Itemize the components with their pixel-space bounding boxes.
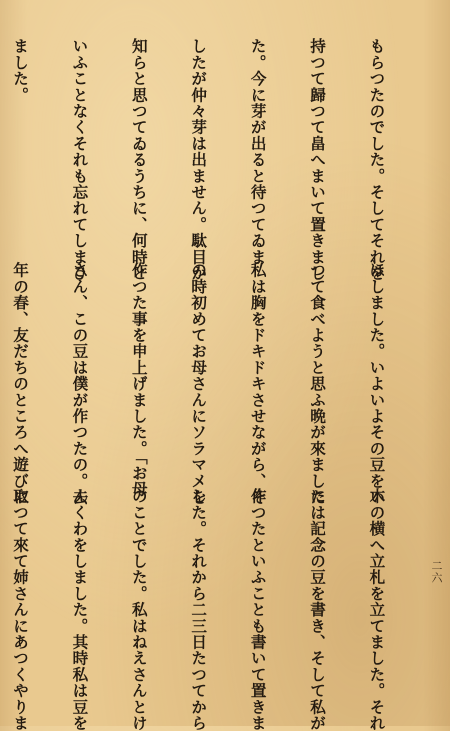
page-number: 二六: [430, 560, 443, 584]
text-line: 知らと思つてゐるうちに、何時と: [129, 38, 149, 281]
text-line: には記念の豆を書き、そして私が: [308, 488, 328, 731]
text-line: 年の春、友だちのところへ遊びに: [11, 262, 31, 505]
text-line: んくわをしました。其時私は豆を: [70, 488, 90, 731]
text-block-bottom: [11, 488, 426, 731]
text-line: 作つたといふことも書いて置きま: [248, 488, 268, 731]
text-line: 作つた事を申上げました。「お母: [129, 262, 149, 498]
text-line: 持つて歸つて畠へまいて置きまし: [308, 38, 328, 281]
text-line: さん、この豆は僕が作つたの。去: [70, 262, 90, 505]
text-line: ました。: [11, 38, 31, 103]
text-line: ほしました。いよいよその豆をい: [367, 262, 387, 505]
text-line: した。それから二三日たつてから: [189, 488, 209, 731]
text-line: 取つて來て姉さんにあつくやりま: [11, 488, 31, 731]
text-line: したが仲々芽は出ません。駄目か: [189, 38, 209, 281]
text-line: のことでした。私はねえさんとけ: [129, 488, 149, 731]
text-line: 木の横へ立札を立てました。それ: [367, 488, 387, 731]
text-line: もらつたのでした。そしてそれを: [367, 38, 387, 281]
text-line: 私は胸をドキドキさせながら、そ: [248, 262, 268, 505]
text-line: いふことなくそれも忘れてしまひ: [70, 38, 90, 281]
text-block-middle: [11, 262, 426, 505]
text-line: の時初めてお母さんにソラマメを: [189, 262, 209, 505]
text-line: つて食べようと思ふ晩が來ました: [308, 262, 328, 505]
text-block-top: [11, 38, 426, 290]
text-line: た。今に芽が出ると待つてゐま: [248, 38, 268, 265]
